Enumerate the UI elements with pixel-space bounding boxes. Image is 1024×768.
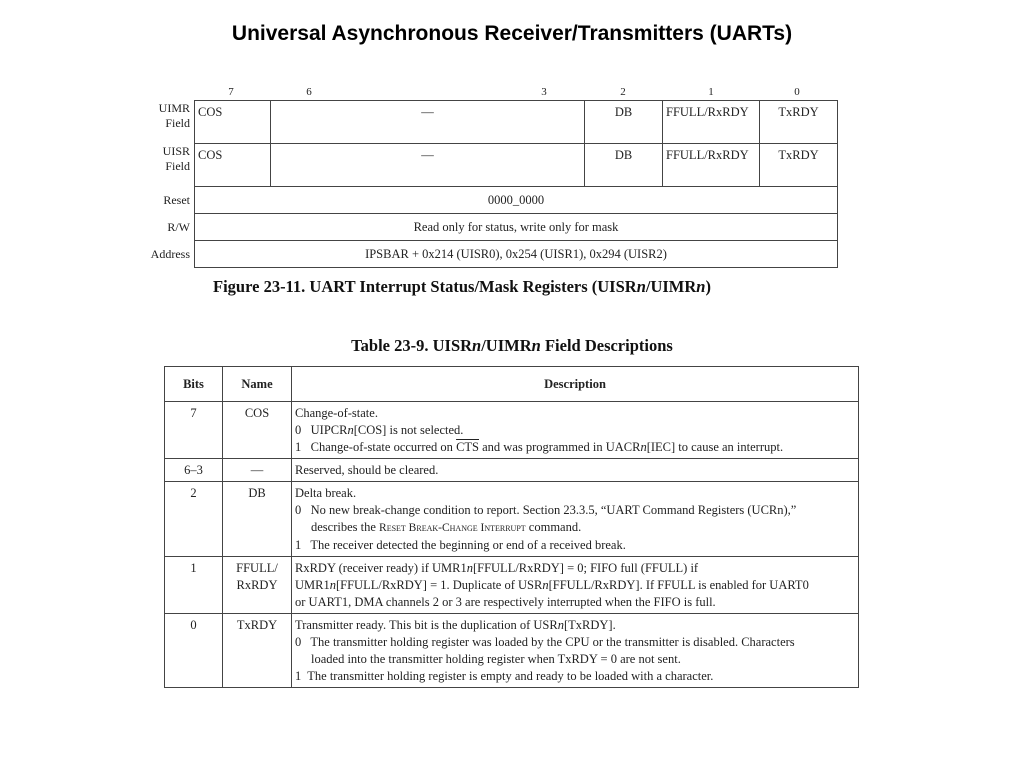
bit7-field: COS [195, 101, 271, 144]
register-row-rw [145, 214, 838, 241]
name-cell: FFULL/ RxRDY [223, 557, 292, 614]
bit-number: 0 [794, 86, 800, 98]
reserved-field: — [271, 101, 585, 144]
table-row [165, 557, 859, 614]
bit2-field: DB [585, 101, 663, 144]
bits-cell: 1 [165, 557, 223, 614]
bits-cell: 7 [165, 402, 223, 459]
bits-cell: 2 [165, 482, 223, 557]
description-cell: Change-of-state. 0 UIPCRn[COS] is not selected. 1 Change-of-state occurred on $\overline{CTS}$ and was programmed in UACRn[IEC] to cause an interrupt. [292, 402, 859, 459]
register-row-uimr [145, 101, 838, 144]
header-description: Description [292, 367, 859, 402]
table-row [165, 614, 859, 688]
figure-caption: Figure 23-11. UART Interrupt Status/Mask Registers (UISRn/UIMRn) [213, 277, 711, 296]
register-row-label: R/W [167, 219, 190, 234]
description-cell: Transmitter ready. This bit is the duplication of USRn[TxRDY]. 0 The transmitter holding register was loaded by the CPU or the transmitter is disabled. Characters loaded into the transmitter holding register when TxRDY = 0 are not sent. 1 The transmitter holding register is empty and ready to be loaded with a character. [292, 614, 859, 688]
register-row-label: Address [150, 246, 190, 261]
description-cell: Delta break. 0 No new break-change condition to report. Section 23.3.5, “UART Command Registers (UCRn),” describes the Reset Break-Change Interrupt command. 1 The receiver detected the beginning or end of a received break. [292, 482, 859, 557]
bit-number: 2 [620, 86, 626, 98]
bit1-field: FFULL/RxRDY [663, 144, 760, 187]
register-row-reset [145, 187, 838, 214]
table-header-row [165, 367, 859, 402]
register-row-label: UISR Field [162, 143, 190, 173]
table-caption: Table 23-9. UISRn/UIMRn Field Descriptions [351, 336, 673, 355]
name-cell: — [223, 459, 292, 482]
register-row-address [145, 241, 838, 268]
bit1-field: FFULL/RxRDY [663, 101, 760, 144]
name-cell: COS [223, 402, 292, 459]
table-row [165, 482, 859, 557]
bit-number: 3 [541, 86, 547, 98]
table-row [165, 459, 859, 482]
address-value: IPSBAR + 0x214 (UISR0), 0x254 (UISR1), 0x294 (UISR2) [195, 241, 838, 268]
bit0-field: TxRDY [760, 144, 838, 187]
header-bits: Bits [165, 367, 223, 402]
bit-number: 6 [306, 86, 312, 98]
description-cell: Reserved, should be cleared. [292, 459, 859, 482]
register-diagram [145, 100, 838, 268]
header-name: Name [223, 367, 292, 402]
slide-title: Universal Asynchronous Receiver/Transmitters (UARTs) [231, 22, 793, 45]
bit-number: 1 [708, 86, 714, 98]
bit0-field: TxRDY [760, 101, 838, 144]
bits-cell: 0 [165, 614, 223, 688]
rw-value: Read only for status, write only for mask [195, 214, 838, 241]
bits-cell: 6–3 [165, 459, 223, 482]
reset-value: 0000_0000 [195, 187, 838, 214]
register-row-uisr [145, 144, 838, 187]
bit-number-ruler [0, 86, 1024, 100]
register-row-label: Reset [163, 192, 190, 207]
name-cell: TxRDY [223, 614, 292, 688]
name-cell: DB [223, 482, 292, 557]
table-row [165, 402, 859, 459]
reserved-field: — [271, 144, 585, 187]
bit2-field: DB [585, 144, 663, 187]
bit-number: 7 [228, 86, 234, 98]
description-cell: RxRDY (receiver ready) if UMR1n[FFULL/RxRDY] = 0; FIFO full (FFULL) if UMR1n[FFULL/RxRDY] = 1. Duplicate of USRn[FFULL/RxRDY]. If FFULL is enabled for UART0 or UART1, DMA channels 2 or 3 are respectively interrupted when the FIFO is full. [292, 557, 859, 614]
bit7-field: COS [195, 144, 271, 187]
field-description-table [164, 366, 859, 688]
register-row-label: UIMR Field [158, 100, 190, 130]
